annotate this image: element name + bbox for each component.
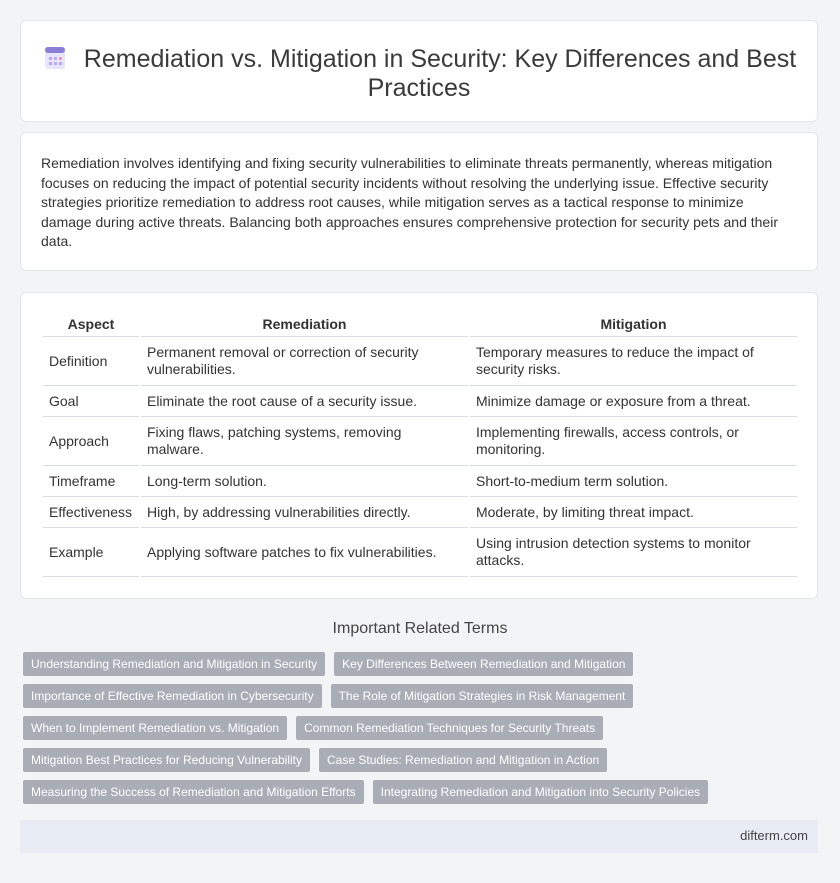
related-terms-list: [23, 652, 823, 812]
aspect-cell: Effectiveness: [43, 497, 139, 528]
mitigation-cell: Using intrusion detection systems to monitor attacks.: [470, 528, 797, 577]
mitigation-cell: Temporary measures to reduce the impact of security risks.: [470, 337, 797, 386]
aspect-cell: Definition: [43, 337, 139, 386]
related-term-tag[interactable]: Understanding Remediation and Mitigation in Security: [23, 652, 325, 676]
remediation-cell: High, by addressing vulnerabilities directly.: [141, 497, 468, 528]
remediation-cell: Applying software patches to fix vulnerabilities.: [141, 528, 468, 577]
related-term-tag[interactable]: Key Differences Between Remediation and Mitigation: [334, 652, 633, 676]
remediation-cell: Eliminate the root cause of a security issue.: [141, 386, 468, 417]
header-aspect: Aspect: [43, 311, 139, 337]
table-row: [43, 417, 797, 466]
intro-paragraph: Remediation involves identifying and fixing security vulnerabilities to eliminate threats permanently, whereas mitigation focuses on reducing the impact of potential security incidents without resolving the underlying issue. Effective security strategies prioritize remediation to address root causes, while mitigation serves as a tactical response to minimize damage during active threats. Balancing both approaches ensures comprehensive protection for security pets and their data.: [41, 155, 778, 249]
mitigation-cell: Short-to-medium term solution.: [470, 466, 797, 497]
table-row: [43, 386, 797, 417]
table-row: [43, 528, 797, 577]
related-terms-heading: Important Related Terms: [332, 620, 508, 637]
aspect-cell: Timeframe: [43, 466, 139, 497]
related-term-tag[interactable]: Mitigation Best Practices for Reducing Vulnerability: [23, 748, 310, 772]
related-term-tag[interactable]: Importance of Effective Remediation in Cybersecurity: [23, 684, 322, 708]
remediation-cell: Fixing flaws, patching systems, removing malware.: [141, 417, 468, 466]
comparison-table: [41, 311, 799, 577]
related-term-tag[interactable]: Case Studies: Remediation and Mitigation in Action: [319, 748, 607, 772]
mitigation-cell: Moderate, by limiting threat impact.: [470, 497, 797, 528]
footer-site-link[interactable]: difterm.com: [740, 828, 808, 843]
intro-card: [20, 132, 818, 271]
related-term-tag[interactable]: When to Implement Remediation vs. Mitigation: [23, 716, 287, 740]
related-term-tag[interactable]: Common Remediation Techniques for Security Threats: [296, 716, 603, 740]
mitigation-cell: Implementing firewalls, access controls, or monitoring.: [470, 417, 797, 466]
aspect-cell: Goal: [43, 386, 139, 417]
remediation-cell: Long-term solution.: [141, 466, 468, 497]
related-term-tag[interactable]: Integrating Remediation and Mitigation into Security Policies: [373, 780, 709, 804]
related-term-tag[interactable]: Measuring the Success of Remediation and Mitigation Efforts: [23, 780, 364, 804]
footer: [20, 820, 818, 853]
header-mitigation: Mitigation: [470, 311, 797, 337]
header-card: [20, 20, 818, 122]
mitigation-cell: Minimize damage or exposure from a threat.: [470, 386, 797, 417]
table-header-row: [43, 311, 797, 337]
header-remediation: Remediation: [141, 311, 468, 337]
aspect-cell: Example: [43, 528, 139, 577]
table-row: [43, 337, 797, 386]
remediation-cell: Permanent removal or correction of security vulnerabilities.: [141, 337, 468, 386]
aspect-cell: Approach: [43, 417, 139, 466]
table-row: [43, 466, 797, 497]
page-title: [42, 45, 796, 102]
page-title-text: Remediation vs. Mitigation in Security: Key Differences and Best Practices: [83, 45, 797, 102]
comparison-table-card: [20, 292, 818, 599]
document-icon: [42, 45, 68, 71]
related-term-tag[interactable]: The Role of Mitigation Strategies in Risk Management: [331, 684, 634, 708]
table-row: [43, 497, 797, 528]
